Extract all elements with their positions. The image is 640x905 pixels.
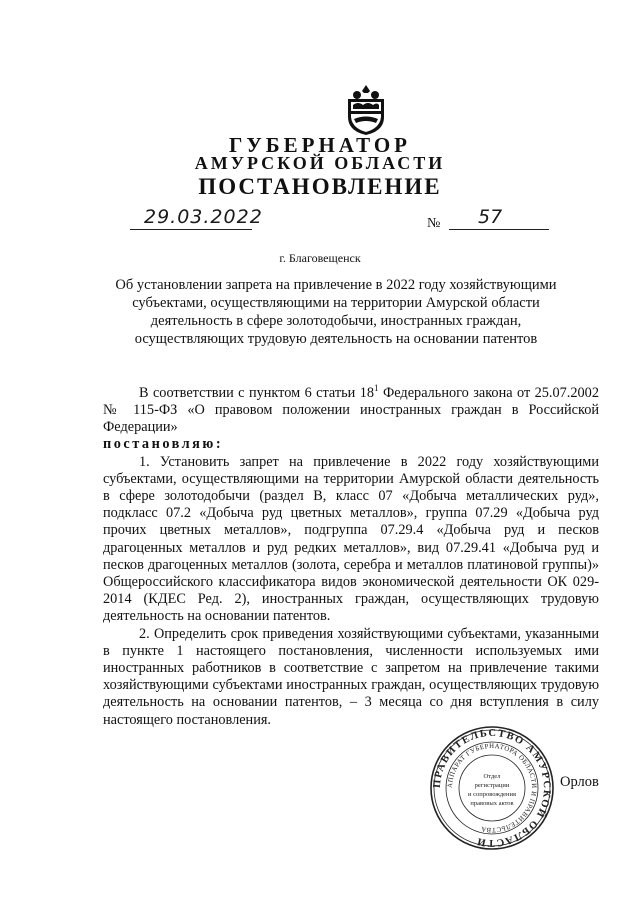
number-sign: №	[427, 216, 441, 231]
article-superscript: 1	[374, 383, 379, 393]
title-line: деятельность в сфере золотодобычи, иностранных граждан,	[150, 313, 522, 329]
stamp-center-line: Отдел	[483, 773, 501, 780]
city-label: г. Благовещенск	[279, 251, 361, 265]
stamp-outer-text: ПРАВИТЕЛЬСТВО АМУРСКОЙ ОБЛАСТИ	[431, 727, 553, 849]
item-2-paragraph: 2. Определить срок приведения хозяйствующими субъектами, указанными в пункте 1 настоящего постановления, численности используемых ими иностранных работников в соответствие с запретом на привлечение такими хозяйствующими субъектами иностранных граждан, осуществляющих трудовую деятельность на основании патентов, – 3 месяца со дня вступления в силу настоящего постановления.	[103, 625, 599, 728]
item-1-paragraph: 1. Установить запрет на привлечение в 2022 году хозяйствующими субъектами, осуществляющими на территории Амурской области деятельность в сфере золотодобычи (раздел B, класс 07 «Добыча металлических руд», подкласс 07.2 «Добыча руд цветных металлов», группа 07.29 «Добыча руд прочих цветных металлов», подгруппа 07.29.4 «Добыча руд и песков драгоценных металлов и руд редких металлов», вид 07.29.41 «Добыча руд и песков драгоценных металлов (золота, серебра и металлов платиновой группы)» Общероссийского классификатора видов экономической деятельности ОК 029-2014 (КДЕС Ред. 2), иностранных граждан, осуществляющих трудовую деятельность на основании патентов.	[103, 453, 599, 625]
title-line: осуществляющих трудовую деятельность на основании патентов	[134, 331, 538, 347]
title-line: субъектами, осуществляющими на территории Амурской области	[132, 295, 540, 311]
preamble-text: В соответствии с пунктом 6 статьи 18	[139, 384, 375, 401]
stamp-center-line: и сопровождения	[468, 791, 516, 798]
document-title	[112, 276, 560, 348]
region-heading: АМУРСКОЙ ОБЛАСТИ	[194, 153, 446, 173]
preamble-paragraph	[103, 380, 599, 436]
resolve-word: постановляю:	[103, 436, 224, 453]
document-number: 57	[478, 206, 503, 228]
stamp-center-line: регистрации	[474, 782, 510, 789]
document-body	[103, 380, 599, 729]
official-stamp	[429, 725, 555, 851]
number-underline	[449, 229, 549, 230]
preamble-text-cont: Федерального закона от 25.07.2002 № 115-ФЗ «О правовом положении иностранных граждан в Российской Федерации»	[103, 384, 599, 436]
date-underline	[130, 229, 252, 230]
stamp-center-line: правовых актов	[470, 800, 514, 807]
coat-of-arms-emblem	[342, 83, 390, 137]
signer-name: Орлов	[560, 774, 599, 790]
document-date: 29.03.2022	[144, 206, 263, 228]
stamp-inner-text: АППАРАТ ГУБЕРНАТОРА ОБЛАСТИ И ПРАВИТЕЛЬСТВА	[446, 742, 538, 834]
document-type-heading: ПОСТАНОВЛЕНИЕ	[198, 174, 442, 199]
governor-heading: ГУБЕРНАТОР	[228, 133, 412, 157]
title-line: Об установлении запрета на привлечение в 2022 году хозяйствующими	[115, 277, 557, 293]
